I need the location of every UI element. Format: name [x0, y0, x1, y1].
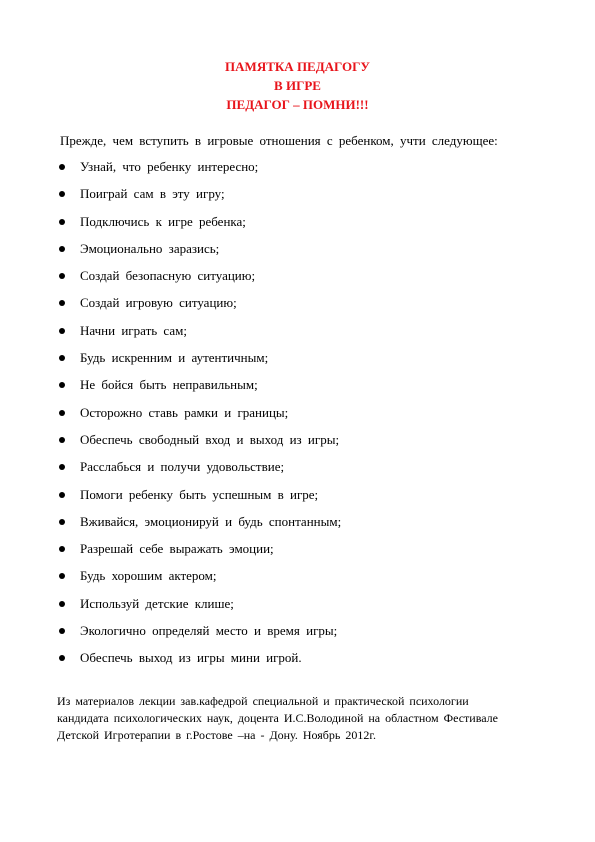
bullet-icon	[59, 382, 65, 388]
list-item	[0, 350, 595, 377]
source-note-line-3: Детской Игротерапии в г.Ростове –на - Дону. Ноябрь 2012г.	[57, 728, 376, 742]
bullet-icon	[59, 601, 65, 607]
bullet-icon	[59, 628, 65, 634]
intro-text: Прежде, чем вступить в игровые отношения с ребенком, учти следующее:	[60, 133, 498, 148]
list-item	[0, 432, 595, 459]
list-item-text: Начни играть сам;	[80, 322, 187, 338]
list-item-text: Осторожно ставь рамки и границы;	[80, 404, 289, 420]
list-item-text: Будь хорошим актером;	[80, 568, 217, 584]
title-line-2: В ИГРЕ	[274, 78, 321, 93]
list-item	[0, 323, 595, 350]
bullet-icon	[59, 519, 65, 525]
list-item-text: Поиграй сам в эту игру;	[80, 186, 225, 202]
bullet-icon	[59, 492, 65, 498]
bullet-icon	[59, 355, 65, 361]
bullet-icon	[59, 219, 65, 225]
bullet-icon	[59, 191, 65, 197]
list-item	[0, 459, 595, 486]
list-item-text: Используй детские клише;	[80, 595, 234, 611]
bullet-icon	[59, 410, 65, 416]
bullet-icon	[59, 655, 65, 661]
list-item	[0, 295, 595, 322]
source-note	[57, 693, 542, 744]
list-item	[0, 541, 595, 568]
list-item-text: Эмоционально заразись;	[80, 240, 220, 256]
list-item	[0, 241, 595, 268]
bullet-icon	[59, 164, 65, 170]
list-item-text: Узнай, что ребенку интересно;	[80, 159, 259, 174]
list-item-text: Будь искренним и аутентичным;	[80, 350, 269, 366]
list-item	[0, 214, 595, 241]
list-item	[0, 487, 595, 514]
list-item	[0, 596, 595, 623]
list-item-text: Разрешай себе выражать эмоции;	[80, 541, 274, 557]
rules-list	[0, 159, 595, 678]
bullet-icon	[59, 573, 65, 579]
list-item	[0, 186, 595, 213]
list-item	[0, 568, 595, 595]
source-note-line-2: кандидата психологических наук, доцента И.С.Володиной на областном Фестивале	[57, 711, 498, 725]
bullet-icon	[59, 273, 65, 279]
list-item	[0, 514, 595, 541]
bullet-icon	[59, 437, 65, 443]
list-item	[0, 650, 595, 677]
list-item-text: Экологично определяй место и время игры;	[80, 623, 338, 639]
list-item-text: Обеспечь свободный вход и выход из игры;	[80, 431, 340, 447]
list-item	[0, 405, 595, 432]
list-item	[0, 268, 595, 295]
bullet-icon	[59, 300, 65, 306]
list-item	[0, 159, 595, 186]
list-item-text: Обеспечь выход из игры мини игрой.	[80, 650, 302, 666]
title-line-3: ПЕДАГОГ – ПОМНИ!!!	[226, 97, 369, 112]
bullet-icon	[59, 246, 65, 252]
list-item	[0, 623, 595, 650]
list-item-text: Создай безопасную ситуацию;	[80, 268, 256, 284]
memo-title	[0, 57, 595, 114]
list-item-text: Создай игровую ситуацию;	[80, 295, 237, 311]
list-item-text: Расслабься и получи удовольствие;	[80, 459, 285, 475]
list-item	[0, 377, 595, 404]
list-item-text: Вживайся, эмоционируй и будь спонтанным;	[80, 513, 342, 529]
title-line-1: ПАМЯТКА ПЕДАГОГУ	[225, 59, 370, 74]
list-item-text: Подключись к игре ребенка;	[80, 213, 246, 229]
bullet-icon	[59, 546, 65, 552]
bullet-icon	[59, 328, 65, 334]
list-item-text: Не бойся быть неправильным;	[80, 377, 258, 393]
bullet-icon	[59, 464, 65, 470]
source-note-line-1: Из материалов лекции зав.кафедрой специальной и практической психологии	[57, 694, 469, 708]
list-item-text: Помоги ребенку быть успешным в игре;	[80, 486, 319, 502]
